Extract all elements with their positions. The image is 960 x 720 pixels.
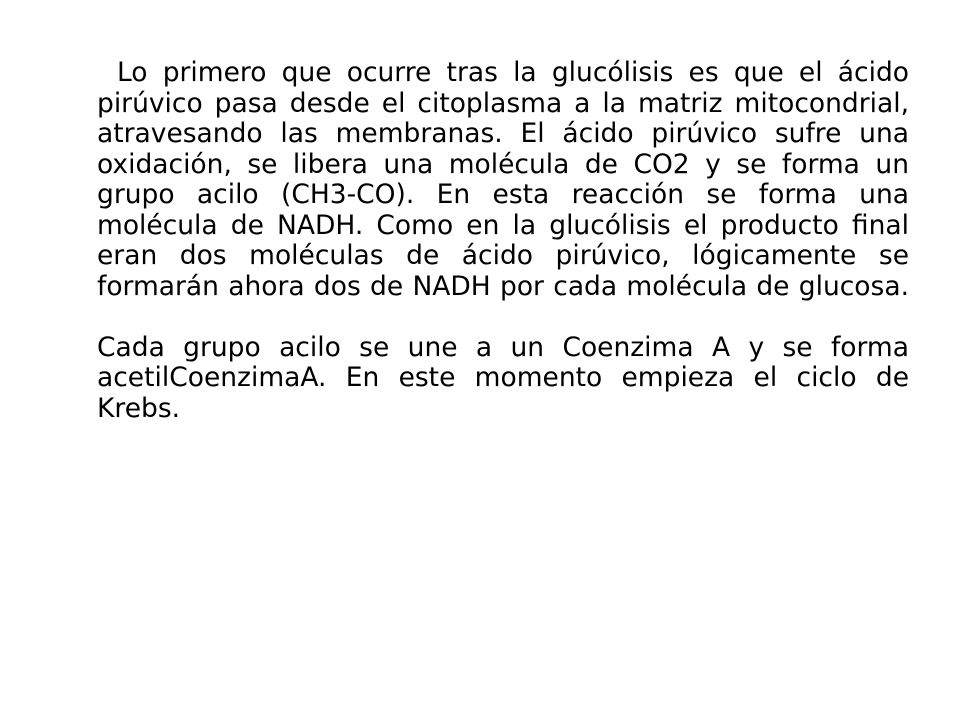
paragraph-gap <box>97 302 909 333</box>
paragraph-pyruvate-oxidation: Lo primero que ocurre tras la glucólisis es que el ácido pirúvico pasa desde el citoplasma a la matriz mitocondrial, atravesando las membranas. El ácido pirúvico sufre una oxidación, se libera una molécula de CO2 y se forma un grupo acilo (CH3-CO). En esta reacción se forma una molécula de NADH. Como en la glucólisis el producto final eran dos moléculas de ácido pirúvico, lógicamente se formarán ahora dos de NADH por cada molécula de glucosa. <box>97 57 909 302</box>
paragraph-acetyl-coa: Cada grupo acilo se une a un Coenzima A y se forma acetilCoenzimaA. En este momento empieza el ciclo de Krebs. <box>97 331 909 424</box>
slide-text-body <box>97 58 909 424</box>
